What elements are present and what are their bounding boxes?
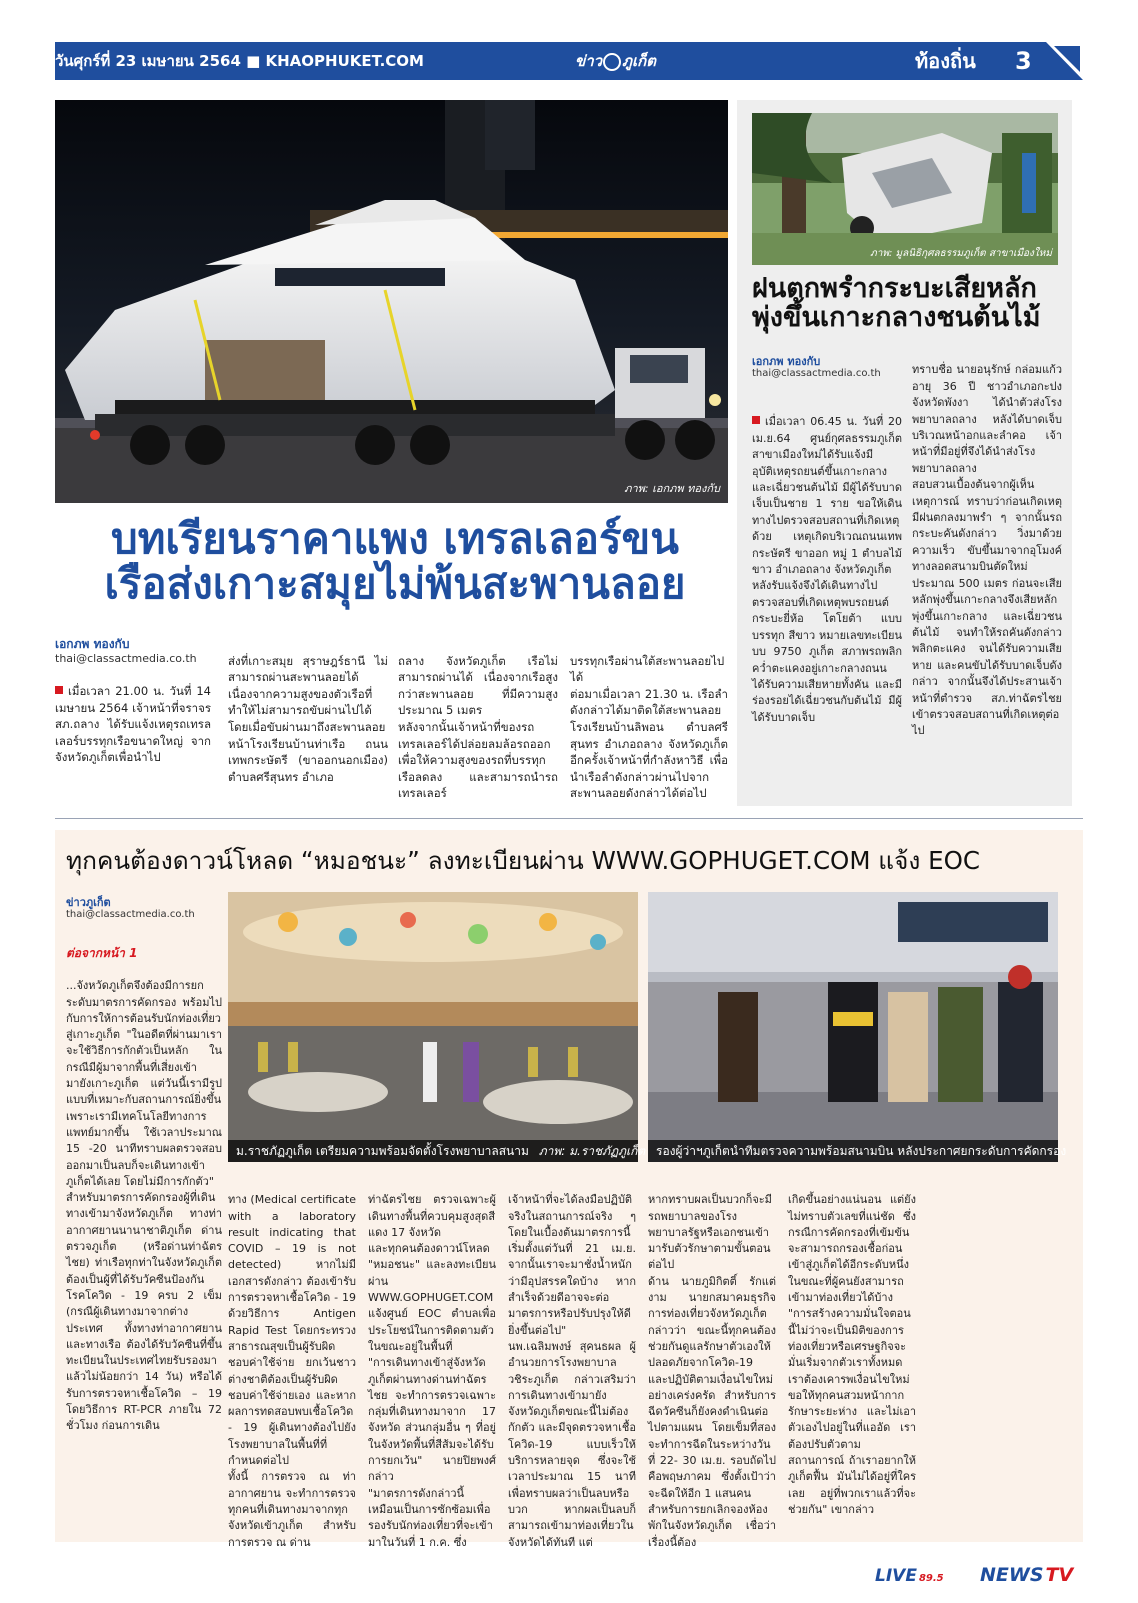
main-col-2 bbox=[228, 636, 388, 811]
main-col-3 bbox=[398, 636, 558, 811]
main-col-1 bbox=[55, 683, 211, 811]
side-col-1 bbox=[752, 398, 902, 802]
lower-col-5 bbox=[648, 1176, 776, 1549]
lower-col-4 bbox=[508, 1176, 636, 1549]
main-col-4 bbox=[570, 636, 728, 811]
section-divider bbox=[55, 818, 1083, 819]
lower-col-7 bbox=[928, 1176, 1056, 1498]
corner-mark-icon bbox=[1054, 46, 1080, 72]
lower-col6-text: เกิดขึ้นอย่างแน่นอน แต่ยังไม่ทราบตัวเลขที่แน่ชัด ซึ่งกรณีการคัดกรองที่เข้มข้นจะสามารถกรองเชื้อก่อนเข้าสู่ภูเก็ตได้อีกระดับหนึ่ง ในขณะที่ผู้คนยังสามารถเข้ามาท่องเที่ยวได้บ้าง "การสร้างความมั่นใจตอนนี้ไม่ว่าจะเป็นมิติของการท่องเที่ยวหรือเศรษฐกิจจะมั่นเริ่มจากตัวเราทั้งหมด เราต้องเคารพเงื่อนไขใหม่ ขอให้ทุกคนสวมหน้ากาก รักษาระยะห่าง และไม่เอาตัวเองไปอยู่ในที่แออัด เราต้องปรับตัวตามสถานการณ์ ถ้าเราอยากให้ภูเก็ตฟื้น มันไม่ได้อยู่ที่ใครเลย อยู่ที่พวกเราแล้วที่จะช่วยกัน" เขากล่าว bbox=[788, 1193, 916, 1516]
field-hospital-illustration bbox=[228, 892, 638, 1162]
main-headline bbox=[55, 516, 735, 607]
logo-right: ภูเก็ต bbox=[622, 52, 656, 70]
live-radio-logo bbox=[875, 1566, 944, 1586]
lower-caption-2 bbox=[648, 1140, 1067, 1162]
side-headline-line1: ฝนตกพรำกระบะเสียหลัก bbox=[752, 273, 1037, 304]
lower-col-6 bbox=[788, 1176, 916, 1516]
side-col-2 bbox=[912, 346, 1062, 802]
main-col3-text: ถลาง จังหวัดภูเก็ต เรือไม่สามารถผ่านได้ เนื่องจากเรือสูงกว่าสะพานลอย ที่มีความสูงประมาณ 5 เมตร หลังจากนั้นเจ้าหน้าที่ของรถเทรลเลอร์ได้ปล่อยลมล้อรถออก เพื่อให้ความสูงของรถที่บรรทุกเรือลดลง และสามารถนำรถเทรลเลอร์ bbox=[398, 653, 558, 801]
lower-photo-airport-inspection bbox=[648, 892, 1067, 1162]
airport-illustration bbox=[648, 892, 1058, 1162]
lower-continued: ต่อจากหน้า 1 bbox=[66, 946, 138, 960]
bullet-square-icon bbox=[752, 416, 760, 424]
tv-label: TV bbox=[1045, 1564, 1074, 1586]
side-photo-crashed-pickup bbox=[752, 113, 1058, 265]
main-byline: เอกภพ ทองกับ bbox=[55, 637, 130, 651]
main-col4-text: บรรทุกเรือผ่านใต้สะพานลอยไปได้ ต่อมาเมื่อเวลา 21.30 น. เรือลำดังกล่าวได้มาติดใต้สะพานลอยโรงเรียนบ้านลิพอน ตำบลศรีสุนทร อำเภอถลาง จังหวัดภูเก็ต อีกครั้งเจ้าหน้าที่กำลังหาวิธี เพื่อนำเรือลำดังกล่าวผ่านไปจากสะพานลอยดังกล่าวได้ต่อไป bbox=[570, 653, 728, 801]
news-tv-logo bbox=[980, 1564, 1073, 1586]
lower-col-2 bbox=[228, 1176, 356, 1549]
side-email: thai@classactmedia.co.th bbox=[752, 368, 881, 379]
section-name: ท้องถิ่น bbox=[915, 49, 976, 73]
news-label: NEWS bbox=[980, 1564, 1044, 1586]
page-number: 3 bbox=[1015, 47, 1032, 75]
logo-circle-icon bbox=[603, 53, 621, 71]
caption1-text: ม.ราชภัฏภูเก็ต เตรียมความพร้อมจัดตั้งโรงพยาบาลสนาม bbox=[236, 1144, 529, 1158]
lower-col1-text: ...จังหวัดภูเก็ตจึงต้องมีการยกระดับมาตรการคัดกรอง พร้อมไปกับการให้การต้อนรับนักท่องเที่ยวสู่เกาะภูเก็ต "ในอดีตที่ผ่านมาเราจะใช้วิธีการกักตัวเป็นหลัก ในกรณีมีผู้มาจากพื้นที่เสี่ยงเข้ามายังเกาะภูเก็ต แต่วันนี้เรามีรูปแบบที่เหมาะกับสถานการณ์ยิ่งขึ้น เพราะเรามีเทคโนโลยีทางการแพทย์มากขึ้น ใช้เวลาประมาณ 15 -20 นาทีทราบผลตรวจสอบออกมาเป็นลบก็จะเดินทางเข้าภูเก็ตได้เลย โดยไม่มีการกักตัว" สำหรับมาตรการคัดกรองผู้ที่เดินทางเข้ามาจังหวัดภูเก็ต ทางท่าอากาศยานนานาชาติภูเก็ต ด่านตรวจภูเก็ต (หรือด่านท่าฉัตรไชย) ท่าเรือทุกท่าในจังหวัดภูเก็ต ต้องเป็นผู้ที่ได้รับวัคซีนป้องกันโรคโควิด - 19 ครบ 2 เข็ม (กรณีผู้เดินทางมาจากต่างประเทศ ทั้งทางท่าอากาศยาน และทางเรือ ต้องได้รับวัคซีนที่ขึ้นทะเบียนในประเทศไทยรับรองมาแล้วไม่น้อยกว่า 14 วัน) หรือได้รับการตรวจหาเชื้อโควิด – 19 โดยวิธีการ RT-PCR ภายใน 72 ชั่วโมง ก่อนการเดิน bbox=[66, 979, 222, 1433]
live-freq: 89.5 bbox=[918, 1573, 944, 1584]
lower-col5-text: หากทราบผลเป็นบวกก็จะมีรถพยาบาลของโรงพยาบาลรัฐหรือเอกชนเข้ามารับตัวรักษาตามขั้นตอนต่อไป ด้าน นายภูมิกิตติ์ รักแต่งาม นายกสมาคมธุรกิจการท่องเที่ยวจังหวัดภูเก็ต กล่าวว่า ขณะนี้ทุกคนต้องช่วยกันดูแลรักษาตัวเองให้ปลอดภัยจากโควิด-19 และปฏิบัติตามเงื่อนไขใหม่อย่างเคร่งครัด สำหรับการฉีดวัคซีนก็ยังคงดำเนินต่อไปตามแผน โดยเข็มที่สองจะทำการฉีดในระหว่างวันที่ 22- 30 เม.ย. รอบถัดไปคือพฤษภาคม ซึ่งตั้งเป้าว่าจะฉีดให้อีก 1 แสนคน สำหรับการยกเลิกจองห้องพักในจังหวัดภูเก็ต เชื่อว่าเรื่องนี้ต้อง bbox=[648, 1193, 776, 1549]
logo-left: ข่าว bbox=[575, 52, 603, 70]
main-email: thai@classactmedia.co.th bbox=[55, 652, 197, 665]
lower-byline: ข่าวภูเก็ต bbox=[66, 896, 111, 909]
boat-trailer-illustration bbox=[55, 100, 728, 503]
main-headline-line1: บทเรียนราคาแพง เทรลเลอร์ขน bbox=[111, 514, 679, 563]
main-col2-text: ส่งที่เกาะสมุย สุราษฎร์ธานี ไม่สามารถผ่านสะพานลอยได้ เนื่องจากความสูงของตัวเรือที่ทำให้ไม่สามารถขับผ่านไปได้ โดยเมื่อขับผ่านมาถึงสะพานลอยหน้าโรงเรียนบ้านท่าเรือ ถนนเทพกระษัตรี (ขาออกนอกเมือง) ตำบลศรีสุนทร อำเภอ bbox=[228, 653, 388, 784]
lower-col3-text: ท่าฉัตรไชย ตรวจเฉพาะผู้เดินทางพื้นที่ควบคุมสูงสุดสีแดง 17 จังหวัด และทุกคนต้องดาวน์โหลด "หมอชนะ" และลงทะเบียนผ่าน WWW.GOPHUGET.COM แจ้งศูนย์ EOC ตำบลเพื่อประโยชน์ในการติดตามตัวในขณะอยู่ในพื้นที่ "การเดินทางเข้าสู่จังหวัดภูเก็ตผ่านทางด่านท่าฉัตรไชย จะทำการตรวจเฉพาะกลุ่มที่เดินทางมาจาก 17 จังหวัด ส่วนกลุ่มอื่น ๆ ที่อยู่ในจังหวัดพื้นที่สีส้มจะได้รับการยกเว้น" นายปิยพงศ์ กล่าว "มาตรการดังกล่าวนี้เหมือนเป็นการซักซ้อมเพื่อรองรับนักท่องเที่ยวที่จะเข้ามาในวันที่ 1 ก.ค. ซึ่ง bbox=[368, 1193, 496, 1549]
main-col1-text: เมื่อเวลา 21.00 น. วันที่ 14 เมษายน 2564 เจ้าหน้าที่จราจร สภ.ถลาง ได้รับแจ้งเหตุรถเทรลเลอร์บรรทุกเรือขนาดใหญ่ จากจังหวัดภูเก็ตเพื่อนำไป bbox=[55, 684, 211, 765]
side-photo-credit: ภาพ: มูลนิธิกุศลธรรมภูเก็ต สาขาเมืองใหม่ bbox=[870, 248, 1052, 259]
live-label: LIVE bbox=[875, 1566, 917, 1586]
crash-illustration bbox=[752, 113, 1058, 265]
lower-col-3 bbox=[368, 1176, 496, 1549]
side-headline-line2: พุ่งขึ้นเกาะกลางชนต้นไม้ bbox=[752, 302, 1041, 334]
main-photo-credit: ภาพ: เอกภพ ทองกับ bbox=[624, 482, 720, 495]
side-headline bbox=[752, 274, 1068, 332]
lower-col2-text: ทาง (Medical certificate with a laboratory result indicating that COVID – 19 is not detected) หากไม่มีเอกสารดังกล่าว ต้องเข้ารับการตรวจหาเชื้อโควิด - 19 ด้วยวิธีการ Antigen Rapid Test โดยกระทรวงสาธารณสุขเป็นผู้รับผิดชอบค่าใช้จ่าย ยกเว้นชาวต่างชาติต้องเป็นผู้รับผิดชอบค่าใช้จ่ายเอง และหากผลการทดสอบพบเชื้อโควิด - 19 ผู้เดินทางต้องไปยังโรงพยาบาลในพื้นที่ที่กำหนดต่อไป ทั้งนี้ การตรวจ ณ ท่าอากาศยาน จะทำการตรวจทุกคนที่เดินทางมาจากทุกจังหวัดเข้าภูเก็ต สำหรับการตรวจ ณ ด่าน bbox=[228, 1193, 356, 1549]
header-date: วันศุกร์ที่ 23 เมษายน 2564 ■ KHAOPHUKET.COM bbox=[55, 52, 424, 70]
main-photo-boat-trailer bbox=[55, 100, 728, 503]
side-byline: เอกภพ ทองกับ bbox=[752, 355, 821, 368]
caption1-credit: ภาพ: ม.ราชภัฏภูเก็ต bbox=[538, 1144, 646, 1158]
lower-headline: ทุกคนต้องดาวน์โหลด “หมอชนะ” ลงทะเบียนผ่าน WWW.GOPHUGET.COM แจ้ง EOC bbox=[66, 846, 981, 875]
lower-caption-1 bbox=[228, 1140, 646, 1162]
lower-email: thai@classactmedia.co.th bbox=[66, 909, 195, 920]
bullet-square-icon bbox=[55, 686, 63, 694]
lower-photo-field-hospital bbox=[228, 892, 646, 1162]
masthead-logo bbox=[575, 50, 656, 72]
lower-col-1 bbox=[66, 962, 222, 1498]
page-header bbox=[55, 42, 1083, 80]
side-col2-text: ทราบชื่อ นายอนุรักษ์ กล่อมแก้ว อายุ 36 ปี ชาวอำเภอกะปง จังหวัดพังงา ได้นำตัวส่งโรงพยาบาลถลาง หลังได้บาดเจ็บบริเวณหน้าอกและลำคอ เจ้าหน้าที่มีอยู่ที่จึงได้นำส่งโรงพยาบาลถลาง สอบสวนเบื้องต้นจากผู้เห็นเหตุการณ์ ทราบว่าก่อนเกิดเหตุมีฝนตกลงมาพรำ ๆ จากนั้นรถกระบะคันดังกล่าว วิ่งมาด้วยความเร็ว ขับขึ้นมาจากอุโมงค์ทางลอดสนามบินตัดใหม่ ประมาณ 500 เมตร ก่อนจะเสียหลักพุ่งขึ้นเกาะกลางจึงเสียหลักพุ่งขึ้นเกาะกลาง และเฉี่ยวชนต้นไม้ จนทำให้รถคันดังกล่าวพลิกตะแคง จนได้รับความเสียหาย และคนขับได้รับบาดเจ็บดังกล่าว จากนั้นจึงได้ประสานเจ้าหน้าที่ตำรวจ สภ.ท่าฉัตรไชย เข้าตรวจสอบสถานที่เกิดเหตุต่อไป bbox=[912, 363, 1062, 738]
main-headline-line2: เรือส่งเกาะสมุยไม่พ้นสะพานลอย bbox=[104, 559, 686, 609]
caption2-text: รองผู้ว่าฯภูเก็ตนำทีมตรวจความพร้อมสนามบิน หลังประกาศยกระดับการคัดกรอง bbox=[656, 1144, 1067, 1158]
lower-col4-text: เจ้าหน้าที่จะได้ลงมือปฏิบัติจริงในสถานการณ์จริง ๆ โดยในเบื้องต้นมาตรการนี้เริ่มตั้งแต่วันที่ 21 เม.ย. จากนั้นเราจะมาชั่งน้ำหนักว่ามีอุปสรรคใดบ้าง หากสำเร็จด้วยดีอาจจะต่อมาตรการหรือปรับปรุงให้ดียิ่งขึ้นต่อไป" นพ.เฉลิมพงษ์ สุคนธผล ผู้อำนวยการโรงพยาบาลวชิระภูเก็ต กล่าวเสริมว่า การเดินทางเข้ามายังจังหวัดภูเก็ตขณะนี้ไม่ต้องกักตัว และมีจุดตรวจหาเชื้อโควิด-19 แบบเร็วให้บริการหลายจุด ซึ่งจะใช้เวลาประมาณ 15 นาที เพื่อทราบผลว่าเป็นลบหรือบวก หากผลเป็นลบก็สามารถเข้ามาท่องเที่ยวในจังหวัดได้ทันที แต่ bbox=[508, 1193, 636, 1549]
side-col1-text: เมื่อเวลา 06.45 น. วันที่ 20 เม.ย.64 ศูนย์กุศลธรรมภูเก็ต สาขาเมืองใหม่ได้รับแจ้งมีอุบัติเหตุรถยนต์ขึ้นเกาะกลางและเฉี่ยวชนต้นไม้ มีผู้ได้รับบาดเจ็บเป็นชาย 1 ราย ขอให้เดินทางไปตรวจสอบสถานที่เกิดเหตุด้วย เหตุเกิดบริเวณถนนเทพกระษัตรี ขาออก หมู่ 1 ตำบลไม้ขาว อำเภอถลาง จังหวัดภูเก็ต หลังรับแจ้งจึงได้เดินทางไปตรวจสอบที่เกิดเหตุพบรถยนต์กระบะยี่ห้อ โตโยต้า แบบบรรทุก สีขาว หมายเลขทะเบียน บบ 9750 ภูเก็ต สภาพรถพลิกคว่ำตะแคงอยู่เกาะกลางถนน ได้รับความเสียหายทั้งคัน และมีร่องรอยได้เฉี่ยวชนกับต้นไม้ มีผู้ได้รับบาดเจ็บ bbox=[752, 415, 902, 724]
